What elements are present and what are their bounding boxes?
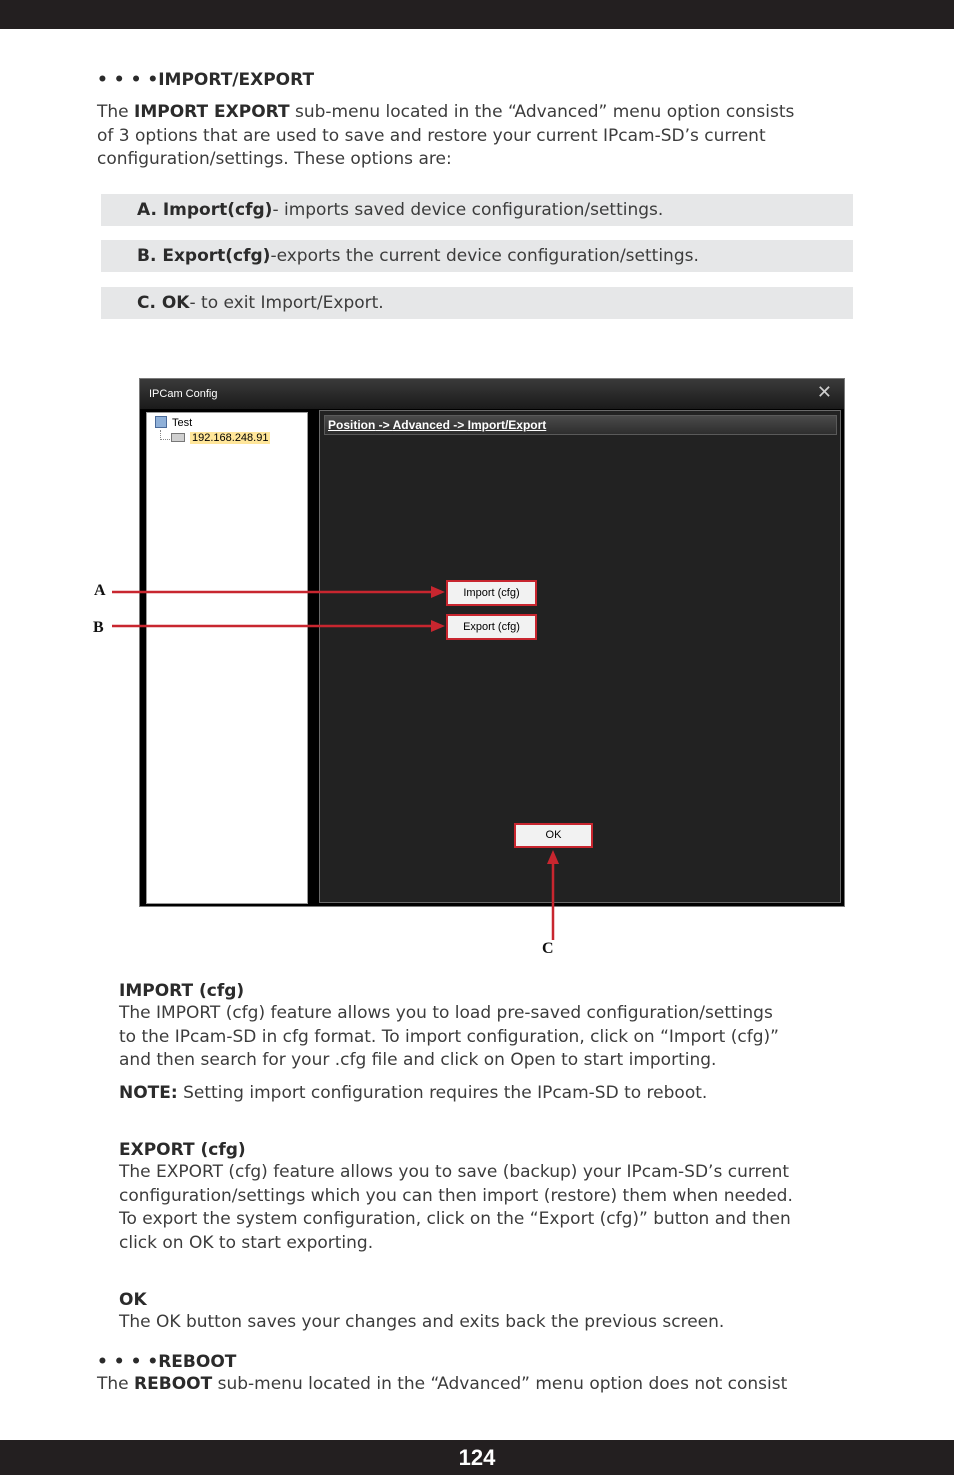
- arrow-c-head: [547, 850, 559, 864]
- note-text: Setting import configuration requires the IPcam-SD to reboot.: [177, 1083, 708, 1103]
- ok-line: The OK button saves your changes and exits back the previous screen.: [119, 1312, 725, 1332]
- import-line: The IMPORT (cfg) feature allows you to load pre-saved configuration/settings: [119, 1003, 773, 1023]
- intro-text: The: [97, 102, 135, 122]
- breadcrumb-advanced: Advanced: [392, 418, 450, 432]
- page-number: 124: [458, 1445, 496, 1470]
- breadcrumb-import-export: Import/Export: [467, 418, 547, 432]
- reboot-text: The: [97, 1374, 135, 1394]
- breadcrumb-separator: ->: [375, 418, 393, 432]
- intro-text: sub-menu located in the “Advanced” menu option consists: [289, 102, 795, 122]
- export-line: To export the system configuration, click on the “Export (cfg)” button and then: [119, 1209, 791, 1229]
- note-label: NOTE:: [119, 1083, 178, 1103]
- arrow-a-head: [431, 586, 445, 598]
- page-footer: [0, 1440, 954, 1475]
- callout-label-b: B: [93, 619, 104, 636]
- import-line: and then search for your .cfg file and click on Open to start importing.: [119, 1050, 717, 1070]
- import-cfg-button[interactable]: Import (cfg): [446, 580, 537, 606]
- ok-button[interactable]: OK: [514, 823, 593, 848]
- export-line: The EXPORT (cfg) feature allows you to save (backup) your IPcam-SD’s current: [119, 1162, 790, 1182]
- reboot-paragraph: [97, 1373, 917, 1397]
- section-heading-import-export: • • • •IMPORT/EXPORT: [97, 70, 315, 90]
- breadcrumb-separator: ->: [449, 418, 468, 432]
- callout-label-a: A: [94, 582, 106, 599]
- arrow-b-head: [431, 620, 445, 632]
- option-a-label: A. Import(cfg): [137, 200, 273, 220]
- export-line: click on OK to start exporting.: [119, 1232, 374, 1253]
- export-section-title: EXPORT (cfg): [119, 1140, 246, 1160]
- tree-root-label: Test: [172, 417, 193, 429]
- intro-bold: IMPORT EXPORT: [134, 102, 290, 122]
- callout-label-c: C: [542, 940, 554, 957]
- breadcrumb-position: Position: [328, 418, 376, 432]
- section-heading-reboot: • • • •REBOOT: [97, 1352, 237, 1372]
- device-ip-label: 192.168.248.91: [192, 432, 269, 444]
- ok-section-body: [119, 1311, 919, 1335]
- option-b-label: B. Export(cfg): [137, 246, 271, 266]
- export-section-body: [119, 1161, 919, 1255]
- import-line: to the IPcam-SD in cfg format. To import configuration, click on “Import (cfg)”: [119, 1026, 779, 1047]
- option-c-label: C. OK: [137, 293, 190, 313]
- option-b-text: -exports the current device configuration/settings.: [270, 246, 699, 266]
- ok-section-title: OK: [119, 1290, 147, 1310]
- intro-line: configuration/settings. These options are:: [97, 149, 452, 169]
- intro-line: of 3 options that are used to save and restore your current IPcam-SD’s current: [97, 125, 766, 146]
- reboot-text: sub-menu located in the “Advanced” menu option does not consist: [212, 1374, 788, 1394]
- import-note: [119, 1082, 919, 1106]
- import-section-body: [119, 1002, 919, 1073]
- window-title: IPCam Config: [149, 388, 218, 400]
- export-cfg-button[interactable]: Export (cfg): [446, 614, 537, 640]
- option-c-text: - to exit Import/Export.: [189, 293, 384, 313]
- close-icon[interactable]: ✕: [816, 382, 832, 403]
- option-a-text: - imports saved device configuration/settings.: [272, 200, 664, 220]
- export-line: configuration/settings which you can then import (restore) them when needed.: [119, 1185, 793, 1206]
- import-section-title: IMPORT (cfg): [119, 981, 245, 1001]
- reboot-bold: REBOOT: [134, 1374, 213, 1394]
